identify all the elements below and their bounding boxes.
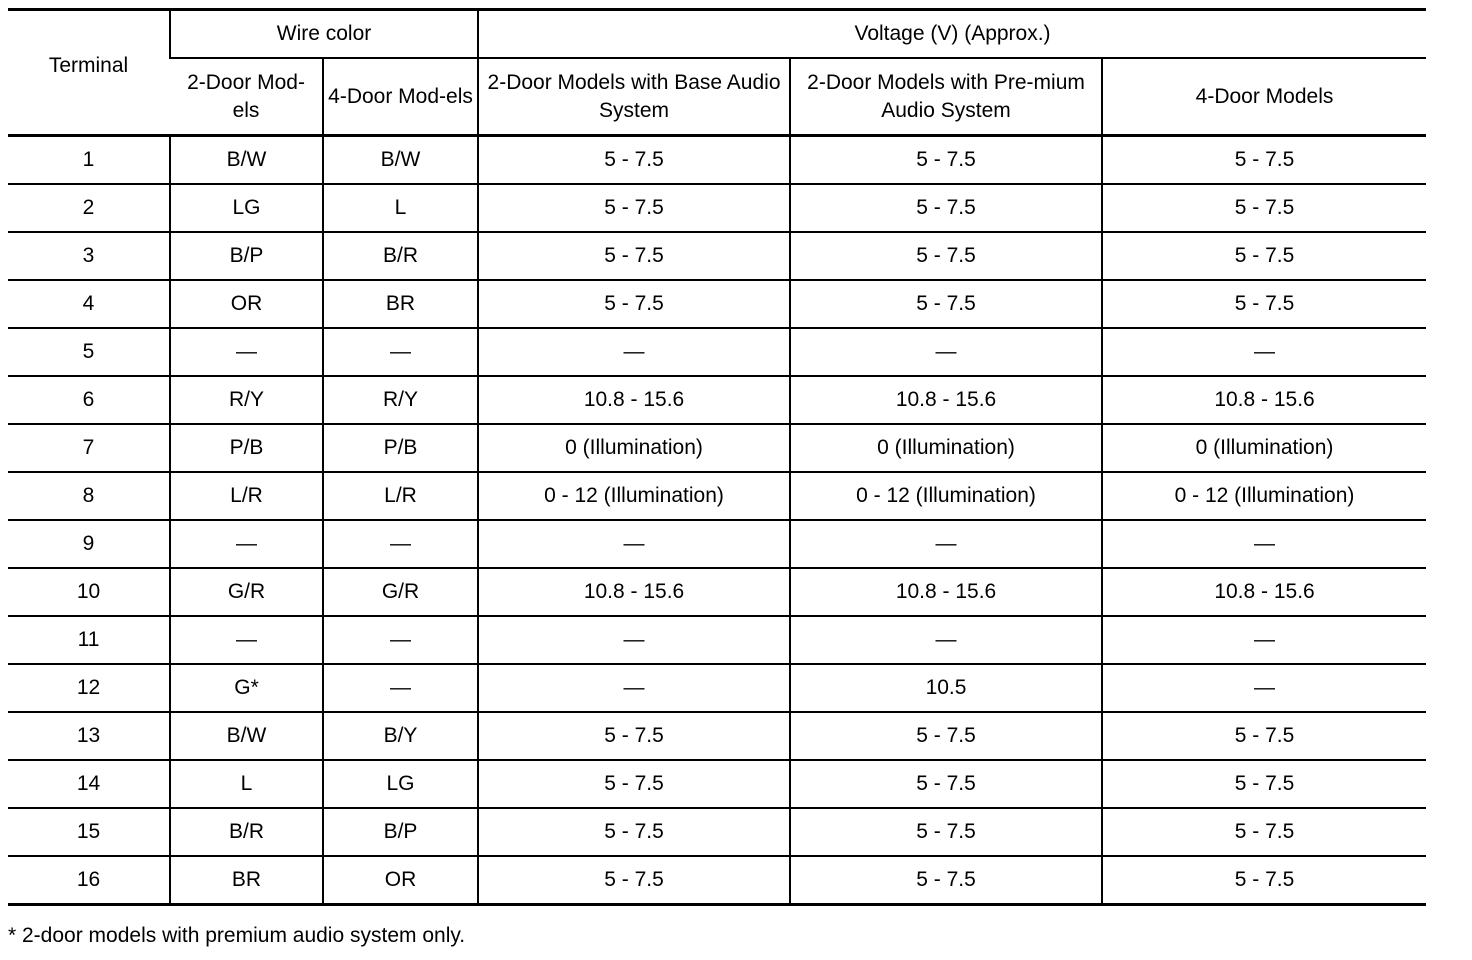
wire-2door-cell: — bbox=[170, 616, 323, 664]
wire-2door-cell: G/R bbox=[170, 568, 323, 616]
voltage-4door-cell: 10.8 - 15.6 bbox=[1102, 568, 1426, 616]
terminal-cell: 2 bbox=[8, 184, 170, 232]
wire-2door-cell: B/W bbox=[170, 136, 323, 185]
terminal-cell: 5 bbox=[8, 328, 170, 376]
wire-color-header: Wire color bbox=[170, 10, 478, 59]
voltage-2door-base-header: 2-Door Models with Base Audio System bbox=[478, 58, 790, 136]
voltage-2door-base-cell: 5 - 7.5 bbox=[478, 712, 790, 760]
table-header bbox=[8, 10, 1426, 136]
terminal-cell: 16 bbox=[76, 868, 101, 891]
voltage-2door-premium-cell: 0 - 12 (Illumination) bbox=[790, 472, 1102, 520]
table-row bbox=[8, 712, 1426, 760]
terminal-cell: 9 bbox=[8, 520, 170, 568]
wire-4door-cell: B/P bbox=[323, 808, 478, 856]
wire-4door-cell: R/Y bbox=[323, 376, 478, 424]
voltage-4door-header: 4-Door Models bbox=[1102, 58, 1426, 136]
voltage-2door-base-cell: 5 - 7.5 bbox=[478, 136, 790, 185]
wire-4door-cell: — bbox=[323, 328, 478, 376]
wire-2door-cell: R/Y bbox=[170, 376, 323, 424]
table-row bbox=[8, 520, 1426, 568]
voltage-2door-premium-cell: 5 - 7.5 bbox=[790, 808, 1102, 856]
table-row bbox=[8, 232, 1426, 280]
wire-2door-cell: G* bbox=[170, 664, 323, 712]
terminal-cell: 11 bbox=[8, 616, 170, 664]
voltage-2door-premium-cell: 10.8 - 15.6 bbox=[790, 568, 1102, 616]
voltage-2door-base-cell: 10.8 - 15.6 bbox=[478, 376, 790, 424]
voltage-2door-premium-cell: 10.8 - 15.6 bbox=[790, 376, 1102, 424]
terminal-header: Terminal bbox=[8, 10, 170, 136]
terminal-cell: 10 bbox=[8, 568, 170, 616]
terminal-cell: 1 bbox=[8, 136, 170, 185]
wire-4door-cell: LG bbox=[323, 760, 478, 808]
wire-2door-cell: L bbox=[170, 760, 323, 808]
voltage-2door-premium-cell: 5 - 7.5 bbox=[790, 184, 1102, 232]
voltage-4door-cell: — bbox=[1102, 520, 1426, 568]
voltage-4door-cell: — bbox=[1102, 616, 1426, 664]
footnote: * 2-door models with premium audio system only. bbox=[8, 924, 466, 947]
table-row bbox=[8, 376, 1426, 424]
wire-2door-cell: OR bbox=[170, 280, 323, 328]
voltage-2door-base-cell: 5 - 7.5 bbox=[478, 808, 790, 856]
table-row bbox=[8, 328, 1426, 376]
voltage-2door-base-cell: 0 (Illumination) bbox=[478, 424, 790, 472]
voltage-2door-premium-cell: 5 - 7.5 bbox=[790, 280, 1102, 328]
wire-2door-cell: — bbox=[170, 520, 323, 568]
voltage-2door-base-cell: 0 - 12 (Illumination) bbox=[478, 472, 790, 520]
wire-2door-cell: B/W bbox=[170, 712, 323, 760]
terminal-cell: 6 bbox=[8, 376, 170, 424]
voltage-2door-base-cell: — bbox=[478, 664, 790, 712]
voltage-2door-base-cell: 5 - 7.5 bbox=[478, 280, 790, 328]
table-row bbox=[8, 472, 1426, 520]
wire-2door-header: 2-Door Mod-els bbox=[170, 58, 323, 136]
voltage-4door-cell: 5 - 7.5 bbox=[1102, 184, 1426, 232]
voltage-4door-cell: 5 - 7.5 bbox=[1102, 856, 1426, 905]
table-row bbox=[8, 280, 1426, 328]
wire-4door-header: 4-Door Mod-els bbox=[323, 58, 478, 136]
terminal-voltage-table bbox=[8, 8, 1426, 906]
terminal-cell: 13 bbox=[8, 712, 170, 760]
wire-4door-cell: B/R bbox=[323, 232, 478, 280]
wire-4door-cell: L bbox=[323, 184, 478, 232]
voltage-4door-cell: 5 - 7.5 bbox=[1102, 232, 1426, 280]
voltage-2door-premium-cell: — bbox=[790, 520, 1102, 568]
voltage-2door-premium-cell: 5 - 7.5 bbox=[790, 232, 1102, 280]
terminal-cell: 4 bbox=[8, 280, 170, 328]
header-row-sub bbox=[8, 58, 1426, 136]
wire-4door-cell: L/R bbox=[323, 472, 478, 520]
voltage-header: Voltage (V) (Approx.) bbox=[478, 10, 1426, 59]
table-row bbox=[8, 664, 1426, 712]
terminal-cell: 3 bbox=[8, 232, 170, 280]
voltage-4door-cell: 5 - 7.5 bbox=[1102, 808, 1426, 856]
wire-2door-cell: B/R bbox=[170, 808, 323, 856]
voltage-2door-base-cell: 5 - 7.5 bbox=[478, 856, 790, 905]
voltage-2door-base-cell: 5 - 7.5 bbox=[478, 184, 790, 232]
voltage-2door-premium-header: 2-Door Models with Pre-mium Audio System bbox=[790, 58, 1102, 136]
voltage-4door-cell: 5 - 7.5 bbox=[1102, 136, 1426, 185]
table-row bbox=[8, 616, 1426, 664]
voltage-2door-premium-cell: — bbox=[790, 328, 1102, 376]
wire-4door-cell: — bbox=[323, 616, 478, 664]
voltage-2door-premium-cell: 5 - 7.5 bbox=[790, 856, 1102, 905]
voltage-2door-base-cell: 5 - 7.5 bbox=[478, 760, 790, 808]
wire-4door-cell: G/R bbox=[323, 568, 478, 616]
wire-4door-cell: — bbox=[323, 520, 478, 568]
wire-4door-cell: — bbox=[323, 664, 478, 712]
wire-2door-cell: L/R bbox=[170, 472, 323, 520]
wire-2door-cell: B/P bbox=[170, 232, 323, 280]
terminal-cell: 12 bbox=[8, 664, 170, 712]
voltage-4door-cell: 5 - 7.5 bbox=[1102, 280, 1426, 328]
voltage-4door-cell: — bbox=[1102, 328, 1426, 376]
voltage-2door-premium-cell: 5 - 7.5 bbox=[790, 760, 1102, 808]
table-row bbox=[8, 760, 1426, 808]
wire-2door-cell: BR bbox=[170, 856, 323, 905]
terminal-cell: 8 bbox=[8, 472, 170, 520]
voltage-4door-cell: 0 (Illumination) bbox=[1102, 424, 1426, 472]
wire-2door-cell: — bbox=[170, 328, 323, 376]
voltage-2door-premium-cell: 0 (Illumination) bbox=[790, 424, 1102, 472]
wire-4door-cell: P/B bbox=[323, 424, 478, 472]
wire-2door-cell: LG bbox=[170, 184, 323, 232]
table-row bbox=[8, 568, 1426, 616]
wire-4door-cell: BR bbox=[323, 280, 478, 328]
voltage-2door-base-cell: 10.8 - 15.6 bbox=[478, 568, 790, 616]
voltage-2door-premium-cell: 5 - 7.5 bbox=[790, 136, 1102, 185]
terminal-cell: 15 bbox=[8, 808, 170, 856]
voltage-2door-premium-cell: 5 - 7.5 bbox=[790, 712, 1102, 760]
table-row bbox=[8, 808, 1426, 856]
table-body bbox=[8, 136, 1426, 905]
voltage-4door-cell: 0 - 12 (Illumination) bbox=[1102, 472, 1426, 520]
wire-4door-cell: B/W bbox=[323, 136, 478, 185]
table-row bbox=[8, 856, 1426, 905]
voltage-2door-base-cell: — bbox=[478, 328, 790, 376]
terminal-cell: 7 bbox=[8, 424, 170, 472]
wire-2door-cell: P/B bbox=[170, 424, 323, 472]
voltage-4door-cell: 10.8 - 15.6 bbox=[1102, 376, 1426, 424]
table-row bbox=[8, 184, 1426, 232]
wire-4door-cell: B/Y bbox=[323, 712, 478, 760]
table-row bbox=[8, 424, 1426, 472]
voltage-2door-base-cell: 5 - 7.5 bbox=[478, 232, 790, 280]
voltage-2door-base-cell: — bbox=[478, 520, 790, 568]
voltage-4door-cell: 5 - 7.5 bbox=[1102, 712, 1426, 760]
header-row-top bbox=[8, 10, 1426, 59]
voltage-2door-base-cell: — bbox=[478, 616, 790, 664]
voltage-4door-cell: — bbox=[1102, 664, 1426, 712]
voltage-2door-premium-cell: 10.5 bbox=[790, 664, 1102, 712]
voltage-4door-cell: 5 - 7.5 bbox=[1102, 760, 1426, 808]
table-row bbox=[8, 136, 1426, 185]
wire-4door-cell: OR bbox=[323, 856, 478, 905]
terminal-cell: 14 bbox=[8, 760, 170, 808]
voltage-2door-premium-cell: — bbox=[790, 616, 1102, 664]
